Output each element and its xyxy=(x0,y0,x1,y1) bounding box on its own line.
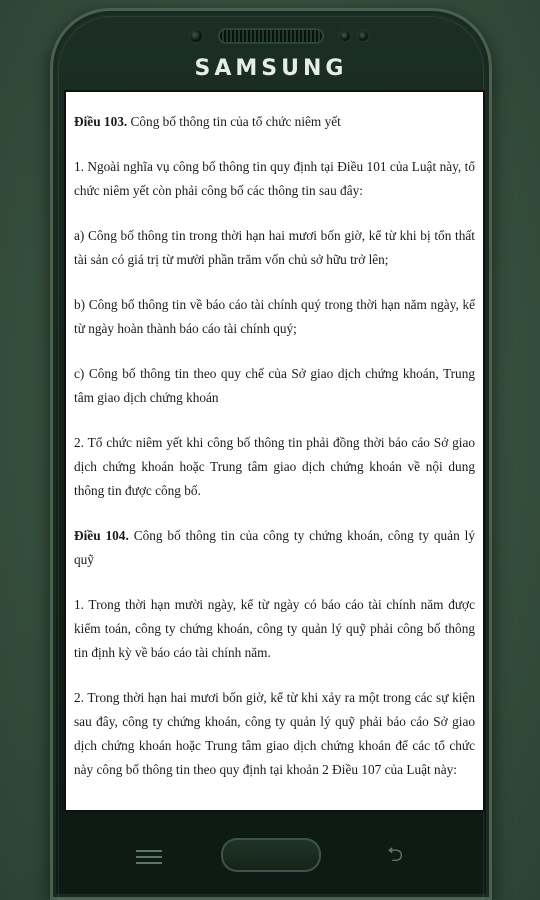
brand-logo: SAMSUNG xyxy=(194,56,348,81)
article-103-number: Điều 103. xyxy=(74,114,128,129)
earpiece-speaker xyxy=(220,30,322,42)
document-body xyxy=(66,92,483,782)
article-103-point-a: a) Công bố thông tin trong thời hạn hai mươi bốn giờ, kể từ khi bị tổn thất tài sản có giá trị từ mười phần trăm vốn chủ sở hữu trở lên; xyxy=(74,228,475,267)
document-screen[interactable] xyxy=(66,92,483,810)
article-104-number: Điều 104. xyxy=(74,528,129,543)
article-103-heading xyxy=(74,110,475,134)
article-103-clause-2: 2. Tổ chức niêm yết khi công bố thông tin phải đồng thời báo cáo Sở giao dịch chứng khoán hoặc Trung tâm giao dịch chứng khoán về nội dung thông tin được công bố. xyxy=(74,435,475,498)
article-104-title: Công bố thông tin của công ty chứng khoán, công ty quản lý quỹ xyxy=(74,528,475,567)
home-button[interactable] xyxy=(221,838,321,872)
article-104-clause-1: 1. Trong thời hạn mười ngày, kể từ ngày có báo cáo tài chính năm được kiểm toán, công ty chứng khoán, công ty quản lý quỹ phải công bố thông tin định kỳ về báo cáo tài chính năm. xyxy=(74,597,475,660)
article-103-point-b: b) Công bố thông tin về báo cáo tài chính quý trong thời hạn năm ngày, kể từ ngày hoàn thành báo cáo tài chính quý; xyxy=(74,297,475,336)
front-camera-icon xyxy=(190,30,202,42)
back-arrow-icon[interactable]: ⮌ xyxy=(386,842,404,866)
light-sensor-icon xyxy=(358,31,368,41)
menu-icon[interactable] xyxy=(136,850,162,864)
hardware-keys xyxy=(50,836,492,876)
article-104-heading xyxy=(74,524,475,572)
article-103-point-c: c) Công bố thông tin theo quy chế của Sở giao dịch chứng khoán, Trung tâm giao dịch chứng khoán xyxy=(74,366,475,405)
proximity-sensor-icon xyxy=(340,31,350,41)
article-103-title: Công bố thông tin của tổ chức niêm yết xyxy=(127,114,341,129)
article-103-clause-1: 1. Ngoài nghĩa vụ công bố thông tin quy định tại Điều 101 của Luật này, tổ chức niêm yết còn phải công bố các thông tin sau đây: xyxy=(74,159,475,198)
article-104-clause-2: 2. Trong thời hạn hai mươi bốn giờ, kể từ khi xảy ra một trong các sự kiện sau đây, công ty chứng khoán, công ty quản lý quỹ phải báo cáo Sở giao dịch chứng khoán hoặc Trung tâm giao dịch chứng khoán để các tổ chức này công bố thông tin theo quy định tại khoản 2 Điều 107 của Luật này: xyxy=(74,690,475,777)
